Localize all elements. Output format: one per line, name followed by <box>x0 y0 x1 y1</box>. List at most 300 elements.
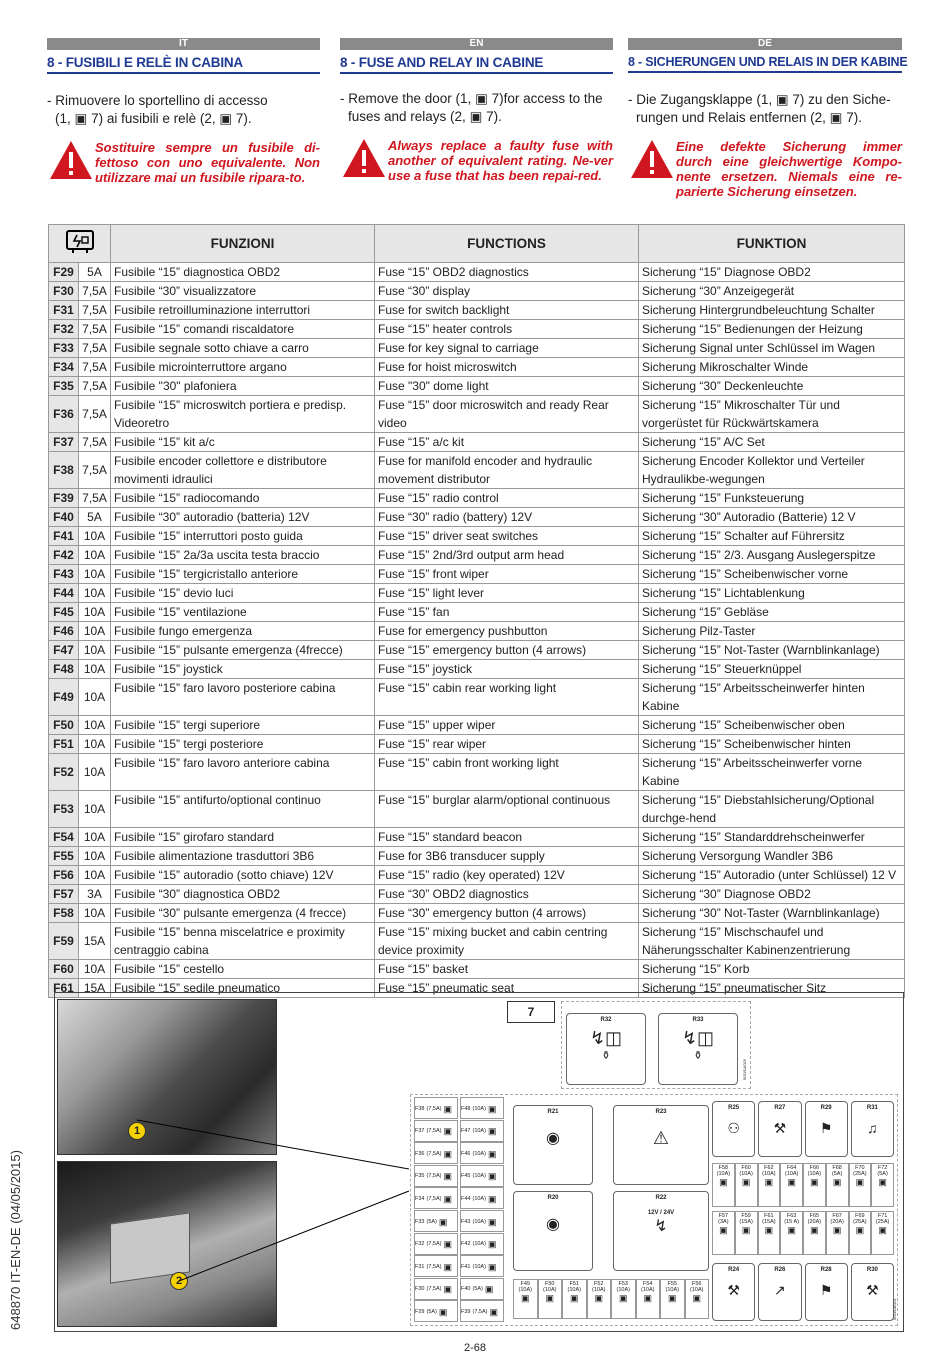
function-it: Fusibile “15” tergi superiore <box>111 716 375 735</box>
emergency-relay-icon: ◉ <box>546 1130 560 1147</box>
table-row <box>49 754 905 791</box>
function-de: Sicherung Mikroschalter Winde <box>639 358 905 377</box>
function-de: Sicherung “15” Mischschaufel und Näherungsschalter Kabinenzentrierung <box>639 923 905 960</box>
camera-icon: ▣ <box>469 109 483 124</box>
fuse-rating: 7,5A <box>79 396 111 433</box>
fuse-code: F59 <box>49 923 79 960</box>
fuse-slot: F42 (10A) ▣ <box>460 1233 504 1255</box>
callout-1: 1 <box>128 1122 146 1140</box>
relay-box: R28 ⚑ <box>805 1263 848 1321</box>
fuse-slot: F59 (15A) ▣ <box>735 1211 758 1255</box>
fuse-function-icon: ▣ <box>443 1284 452 1295</box>
fuse-function-icon: ▣ <box>787 1177 796 1187</box>
function-en: Fuse for switch backlight <box>375 301 639 320</box>
emergency-relay-icon: ◉ <box>546 1216 560 1233</box>
fuse-code: F41 <box>49 527 79 546</box>
drawing-code-bottom: 5/20/14/024 <box>892 1299 897 1321</box>
fuse-slot: F56 (10A) ▣ <box>685 1279 710 1319</box>
document-code: 648870 IT-EN-DE (04/05/2015) <box>8 1150 23 1330</box>
table-row <box>49 791 905 828</box>
function-de: Sicherung “15” Arbeitsscheinwerfer hinten Kabine <box>639 679 905 716</box>
function-en: Fuse “15” 2nd/3rd output arm head <box>375 546 639 565</box>
fuse-code: F42 <box>49 546 79 565</box>
section-title-en: 8 - FUSE AND RELAY IN CABINE <box>340 55 613 74</box>
fuse-code: F60 <box>49 960 79 979</box>
relay-function-icon: ♫ <box>867 1120 878 1136</box>
fuse-function-icon: ▣ <box>832 1225 842 1235</box>
fuse-function-icon: ▣ <box>787 1225 796 1235</box>
function-de: Sicherung “15” Lichtablenkung <box>639 584 905 603</box>
relay-box: R24 ⚒ <box>712 1263 755 1321</box>
page-number: 2-68 <box>463 1342 487 1354</box>
function-it: Fusibile “15” cestello <box>111 960 375 979</box>
hazard-icon: ⚠ <box>652 1128 670 1148</box>
fuse-rating: 5A <box>79 508 111 527</box>
table-row <box>49 565 905 584</box>
fuse-function-icon: ▣ <box>741 1177 751 1187</box>
section-title-de: 8 - SICHERUNGEN UND RELAIS IN DER KABINE <box>628 55 902 73</box>
table-row <box>49 452 905 489</box>
fuse-rating: 10A <box>79 527 111 546</box>
fuse-code: F34 <box>49 358 79 377</box>
right-top-relays <box>712 1101 894 1157</box>
function-it: Fusibile "30" plafoniera <box>111 377 375 396</box>
function-de: Sicherung “15” Funksteuerung <box>639 489 905 508</box>
fuse-code: F36 <box>49 396 79 433</box>
fuse-code: F48 <box>49 660 79 679</box>
relay-box: R30 ⚒ <box>851 1263 894 1321</box>
fuse-slot: F34 (7,5A) ▣ <box>414 1187 458 1209</box>
relay-function-icon: ⚑ <box>819 1282 833 1298</box>
function-en: Fuse for emergency pushbutton <box>375 622 639 641</box>
fuse-code: F30 <box>49 282 79 301</box>
fuse-slot: F52 (10A) ▣ <box>587 1279 612 1319</box>
function-de: Sicherung “30” Diagnose OBD2 <box>639 885 905 904</box>
fuse-slot: F47 (10A) ▣ <box>460 1120 504 1142</box>
function-en: Fuse “15” fan <box>375 603 639 622</box>
function-en: Fuse for hoist microswitch <box>375 358 639 377</box>
table-row <box>49 641 905 660</box>
table-row <box>49 433 905 452</box>
fuse-code: F54 <box>49 828 79 847</box>
function-en: Fuse "30" dome light <box>375 377 639 396</box>
fuse-function-icon: ▣ <box>487 1126 497 1137</box>
fuse-slot: F66 (10A) ▣ <box>803 1163 826 1207</box>
table-row <box>49 339 905 358</box>
fuse-rating: 15A <box>79 979 111 998</box>
fuse-rating: 10A <box>79 622 111 641</box>
table-row <box>49 282 905 301</box>
relay-r20: R20 ◉ <box>513 1191 593 1271</box>
relay-r23: R23 ⚠ <box>613 1105 709 1185</box>
fuse-code: F29 <box>49 263 79 282</box>
function-en: Fuse “15” light lever <box>375 584 639 603</box>
callout-2: 2 <box>170 1272 188 1290</box>
fuse-rating: 15A <box>79 923 111 960</box>
function-de: Sicherung “15” Mikroschalter Tür und vorgerüstet für Rückwärtskamera <box>639 396 905 433</box>
camera-icon: ▣ <box>74 111 88 126</box>
function-en: Fuse “30” OBD2 diagnostics <box>375 885 639 904</box>
figure-number: 7 <box>507 1001 555 1023</box>
function-en: Fuse “30” radio (battery) 12V <box>375 508 639 527</box>
fuse-slot: F60 (10A) ▣ <box>735 1163 758 1207</box>
instruction-de: - Die Zugangsklappe (1, ▣ 7) zu den Siche- rungen und Relais entfernen (2, ▣ 7). <box>628 92 891 125</box>
function-en: Fuse “15” driver seat switches <box>375 527 639 546</box>
fuse-function-icon: ▣ <box>618 1293 628 1303</box>
fuse-slot: F55 (10A) ▣ <box>660 1279 685 1319</box>
fuse-function-icon: ▣ <box>443 1239 452 1250</box>
drawing-code-top: 5/20/14/025 <box>742 1059 747 1081</box>
table-row <box>49 584 905 603</box>
function-en: Fuse “15” radio control <box>375 489 639 508</box>
fuse-slot: F57 (3A) ▣ <box>712 1211 735 1255</box>
fuse-code: F51 <box>49 735 79 754</box>
fuse-code: F55 <box>49 847 79 866</box>
table-row <box>49 904 905 923</box>
function-en: Fuse “15” door microswitch and ready Rear video <box>375 396 639 433</box>
table-row <box>49 263 905 282</box>
fuse-box-figure <box>54 992 904 1332</box>
fuse-slot: F36 (7,5A) ▣ <box>414 1142 458 1164</box>
fuse-function-icon: ▣ <box>878 1177 887 1187</box>
fuse-rating: 10A <box>79 791 111 828</box>
function-en: Fuse “15” pneumatic seat <box>375 979 639 998</box>
function-it: Fusibile “15” antifurto/optional continuo <box>111 791 375 828</box>
table-row <box>49 866 905 885</box>
relay-box: R29 ⚑ <box>805 1101 848 1157</box>
function-de: Sicherung “15” Gebläse <box>639 603 905 622</box>
fuse-rating: 10A <box>79 828 111 847</box>
fuse-code: F53 <box>49 791 79 828</box>
function-it: Fusibile “15” benna miscelatrice e proximity centraggio cabina <box>111 923 375 960</box>
fuse-function-icon: ▣ <box>487 1216 497 1227</box>
fuse-slot: F49 (10A) ▣ <box>513 1279 538 1319</box>
fuse-code: F58 <box>49 904 79 923</box>
fuse-code: F44 <box>49 584 79 603</box>
fuse-code: F56 <box>49 866 79 885</box>
fuse-slot: F43 (10A) ▣ <box>460 1210 504 1232</box>
function-en: Fuse “15” radio (key operated) 12V <box>375 866 639 885</box>
function-it: Fusibile “15” faro lavoro posteriore cabina <box>111 679 375 716</box>
fuse-rating: 10A <box>79 603 111 622</box>
fuse-rating: 10A <box>79 584 111 603</box>
function-it: Fusibile “30” autoradio (batteria) 12V <box>111 508 375 527</box>
function-it: Fusibile “15” tergicristallo anteriore <box>111 565 375 584</box>
fuse-function-icon: ▣ <box>594 1293 603 1303</box>
table-row <box>49 960 905 979</box>
table-row <box>49 923 905 960</box>
function-de: Sicherung “15” Diebstahlsicherung/Optional durchge-hend <box>639 791 905 828</box>
fuse-code: F33 <box>49 339 79 358</box>
column-en <box>340 38 613 183</box>
fuse-code: F52 <box>49 754 79 791</box>
function-en: Fuse “15” mixing bucket and cabin centring device proximity <box>375 923 639 960</box>
fuse-rating: 10A <box>79 679 111 716</box>
fuse-rating: 5A <box>79 263 111 282</box>
function-en: Fuse “30” display <box>375 282 639 301</box>
fuse-slot: F29 (5A) ▣ <box>414 1300 458 1322</box>
function-it: Fusibile alimentazione trasduttori 3B6 <box>111 847 375 866</box>
function-de: Sicherung “30” Autoradio (Batterie) 12 V <box>639 508 905 527</box>
fuse-rating: 10A <box>79 546 111 565</box>
fuse-function-icon: ▣ <box>487 1261 497 1272</box>
fuse-slot: F71 (25A) ▣ <box>871 1211 894 1255</box>
fuse-rating: 7,5A <box>79 301 111 320</box>
fuse-rating: 7,5A <box>79 433 111 452</box>
function-en: Fuse “15” front wiper <box>375 565 639 584</box>
function-it: Fusibile “15” microswitch portiera e predisp. Videoretro <box>111 396 375 433</box>
table-row <box>49 489 905 508</box>
fuse-code: F61 <box>49 979 79 998</box>
camera-icon: ▣ <box>219 111 233 126</box>
fuse-slot: F46 (10A) ▣ <box>460 1142 504 1164</box>
function-en: Fuse “15” burglar alarm/optional continuous <box>375 791 639 828</box>
warning-icon <box>340 138 388 178</box>
warning-de: Eine defekte Sicherung immer durch eine gleichwertige Kompo-nente ersetzen. Niemals eine re-parierte Sicherung einsetzen. <box>628 139 902 199</box>
bottom-fuse-row <box>513 1279 709 1319</box>
fuse-function-icon: ▣ <box>810 1177 819 1187</box>
warning-en: Always replace a faulty fuse with another of equivalent rating. Ne-ver use a fuse that has been repai-red. <box>340 138 613 183</box>
function-de: Sicherung “15” 2/3. Ausgang Auslegerspitze <box>639 546 905 565</box>
fuse-slot: F50 (10A) ▣ <box>538 1279 563 1319</box>
fuse-function-icon: ▣ <box>569 1293 579 1303</box>
function-de: Sicherung “15” pneumatischer Sitz <box>639 979 905 998</box>
function-de: Sicherung Versorgung Wandler 3B6 <box>639 847 905 866</box>
fuse-slot: F37 (7,5A) ▣ <box>414 1120 458 1142</box>
fuse-function-icon: ▣ <box>443 1193 452 1204</box>
function-de: Sicherung “15” Korb <box>639 960 905 979</box>
right-bottom-relays <box>712 1263 894 1321</box>
function-it: Fusibile “15” pulsante emergenza (4frecce) <box>111 641 375 660</box>
fuse-rating: 10A <box>79 960 111 979</box>
relay-box: R26 ↗ <box>758 1263 801 1321</box>
person-icon: ⚱ <box>693 1050 703 1062</box>
header-functions: FUNCTIONS <box>375 225 639 263</box>
instruction-en: - Remove the door (1, ▣ 7)for access to the fuses and relays (2, ▣ 7). <box>340 91 603 124</box>
relay-r22: R22 12V / 24V ↯ <box>613 1191 709 1271</box>
fuse-rating: 10A <box>79 641 111 660</box>
fuse-code: F35 <box>49 377 79 396</box>
table-row <box>49 546 905 565</box>
relay-function-icon: ↗ <box>774 1282 786 1298</box>
warning-icon <box>628 139 676 179</box>
fuse-function-icon: ▣ <box>438 1306 448 1317</box>
fuse-box-icon <box>65 228 95 254</box>
table-row <box>49 622 905 641</box>
fuse-function-icon: ▣ <box>484 1284 494 1295</box>
fuse-function-icon: ▣ <box>443 1148 452 1159</box>
lift-relay-icon: ↯◫ <box>589 1028 623 1048</box>
fuse-function-icon: ▣ <box>741 1225 751 1235</box>
fuse-code: F32 <box>49 320 79 339</box>
fuse-slot: F44 (10A) ▣ <box>460 1187 504 1209</box>
fuse-code: F37 <box>49 433 79 452</box>
function-it: Fusibile “15” 2a/3a uscita testa braccio <box>111 546 375 565</box>
fuse-rating: 7,5A <box>79 452 111 489</box>
instruction-it: - Rimuovere lo sportellino di accesso (1, ▣ 7) ai fusibili e relè (2, ▣ 7). <box>47 93 268 126</box>
fuse-slot: F45 (10A) ▣ <box>460 1165 504 1187</box>
warning-icon <box>47 140 95 180</box>
function-en: Fuse “15” cabin front working light <box>375 754 639 791</box>
fuse-function-icon: ▣ <box>719 1177 728 1187</box>
fuse-function-icon: ▣ <box>878 1225 887 1235</box>
fuse-function-icon: ▣ <box>692 1293 701 1303</box>
camera-icon: ▣ <box>829 110 843 125</box>
function-it: Fusibile retroilluminazione interruttori <box>111 301 375 320</box>
fuse-relay-diagram <box>406 999 900 1327</box>
fuse-code: F57 <box>49 885 79 904</box>
fuse-slot: F35 (7,5A) ▣ <box>414 1165 458 1187</box>
column-de <box>628 38 908 199</box>
function-it: Fusibile “15” radiocomando <box>111 489 375 508</box>
function-de: Sicherung Encoder Kollektor und Verteiler Hydraulikbe-wegungen <box>639 452 905 489</box>
fuse-slot: F48 (10A) ▣ <box>460 1097 504 1119</box>
right-fuse-row-top <box>712 1163 894 1207</box>
fuse-rating: 10A <box>79 754 111 791</box>
fuse-slot: F38 (7,5A) ▣ <box>414 1097 458 1119</box>
table-row <box>49 735 905 754</box>
table-row <box>49 320 905 339</box>
power-relay-icon: ↯ <box>654 1218 668 1235</box>
table-row <box>49 301 905 320</box>
function-it: Fusibile “15” girofaro standard <box>111 828 375 847</box>
fuse-slot: F65 (20A) ▣ <box>803 1211 826 1255</box>
fuse-rating: 10A <box>79 716 111 735</box>
fuse-slot: F54 (10A) ▣ <box>636 1279 661 1319</box>
table-row <box>49 377 905 396</box>
fuse-code: F49 <box>49 679 79 716</box>
relay-r21: R21 ◉ <box>513 1105 593 1185</box>
function-it: Fusibile “15” autoradio (sotto chiave) 12V <box>111 866 375 885</box>
fuse-function-icon: ▣ <box>545 1293 554 1303</box>
function-it: Fusibile “15” diagnostica OBD2 <box>111 263 375 282</box>
function-it: Fusibile “15” comandi riscaldatore <box>111 320 375 339</box>
fuse-rating: 7,5A <box>79 320 111 339</box>
function-de: Sicherung Pilz-Taster <box>639 622 905 641</box>
function-de: Sicherung “30” Anzeigegerät <box>639 282 905 301</box>
relay-function-icon: ⚒ <box>866 1282 879 1298</box>
fuse-slot: F69 (25A) ▣ <box>849 1211 872 1255</box>
fuse-rating: 7,5A <box>79 377 111 396</box>
function-en: Fuse “15” upper wiper <box>375 716 639 735</box>
function-de: Sicherung “30” Deckenleuchte <box>639 377 905 396</box>
fuse-slot: F62 (10A) ▣ <box>758 1163 781 1207</box>
function-de: Sicherung Hintergrundbeleuchtung Schalter <box>639 301 905 320</box>
fuse-table <box>48 224 905 998</box>
function-de: Sicherung “15” Scheibenwischer vorne <box>639 565 905 584</box>
fuse-code: F47 <box>49 641 79 660</box>
function-en: Fuse “30” emergency button (4 arrows) <box>375 904 639 923</box>
table-row <box>49 508 905 527</box>
fuse-function-icon: ▣ <box>855 1225 865 1235</box>
function-it: Fusibile “15” interruttori posto guida <box>111 527 375 546</box>
fuse-function-icon: ▣ <box>438 1216 448 1227</box>
function-de: Sicherung “15” Scheibenwischer hinten <box>639 735 905 754</box>
function-it: Fusibile microinterruttore argano <box>111 358 375 377</box>
relay-function-icon: ⚒ <box>727 1282 740 1298</box>
fuse-function-icon: ▣ <box>443 1261 452 1272</box>
fuse-slot: F64 (10A) ▣ <box>780 1163 803 1207</box>
fuse-function-icon: ▣ <box>643 1293 652 1303</box>
fuse-code: F45 <box>49 603 79 622</box>
fuse-function-icon: ▣ <box>832 1177 842 1187</box>
fuse-function-icon: ▣ <box>489 1306 498 1317</box>
function-de: Sicherung “15” Bedienungen der Heizung <box>639 320 905 339</box>
function-it: Fusibile “15” joystick <box>111 660 375 679</box>
function-it: Fusibile “15” sedile pneumatico <box>111 979 375 998</box>
lang-bar-en: EN <box>340 38 613 50</box>
function-en: Fuse “15” OBD2 diagnostics <box>375 263 639 282</box>
function-de: Sicherung “15” Autoradio (unter Schlüssel) 12 V <box>639 866 905 885</box>
fuse-slot: F53 (10A) ▣ <box>611 1279 636 1319</box>
fuse-rating: 7,5A <box>79 358 111 377</box>
fuse-code: F40 <box>49 508 79 527</box>
fuse-slot: F33 (5A) ▣ <box>414 1210 458 1232</box>
table-row <box>49 603 905 622</box>
table-row <box>49 396 905 433</box>
right-fuse-row-bottom <box>712 1211 894 1255</box>
function-en: Fuse “15” standard beacon <box>375 828 639 847</box>
function-en: Fuse for 3B6 transducer supply <box>375 847 639 866</box>
warning-it: Sostituire sempre un fusibile di-fettoso con uno equivalente. Non utilizzare mai un fusibile ripara-to. <box>47 140 320 185</box>
relay-function-icon: ⚑ <box>819 1120 833 1136</box>
fuse-function-icon: ▣ <box>520 1293 530 1303</box>
fuse-slot: F61 (15A) ▣ <box>758 1211 781 1255</box>
function-it: Fusibile encoder collettore e distributore movimenti idraulici <box>111 452 375 489</box>
function-en: Fuse “15” joystick <box>375 660 639 679</box>
function-en: Fuse “15” heater controls <box>375 320 639 339</box>
function-de: Sicherung “15” Arbeitsscheinwerfer vorne Kabine <box>639 754 905 791</box>
fuse-code: F31 <box>49 301 79 320</box>
function-de: Sicherung Signal unter Schlüssel im Wagen <box>639 339 905 358</box>
function-it: Fusibile “15” ventilazione <box>111 603 375 622</box>
table-row <box>49 828 905 847</box>
table-header-row <box>49 225 905 263</box>
person-icon: ⚱ <box>601 1050 611 1062</box>
fuse-function-icon: ▣ <box>487 1193 497 1204</box>
function-it: Fusibile fungo emergenza <box>111 622 375 641</box>
fuse-code: F38 <box>49 452 79 489</box>
fuse-function-icon: ▣ <box>487 1171 497 1182</box>
fuse-slot: F72 (5A) ▣ <box>871 1163 894 1207</box>
fuse-rating: 10A <box>79 565 111 584</box>
table-row <box>49 679 905 716</box>
fuse-slot: F39 (7,5A) ▣ <box>460 1300 504 1322</box>
function-en: Fuse “15” a/c kit <box>375 433 639 452</box>
function-en: Fuse “15” basket <box>375 960 639 979</box>
fuse-function-icon: ▣ <box>487 1239 497 1250</box>
fuse-function-icon: ▣ <box>487 1148 497 1159</box>
function-de: Sicherung “15” Steuerknüppel <box>639 660 905 679</box>
fuse-rating: 10A <box>79 847 111 866</box>
fuse-rating: 10A <box>79 866 111 885</box>
function-it: Fusibile “30” diagnostica OBD2 <box>111 885 375 904</box>
function-de: Sicherung “15” A/C Set <box>639 433 905 452</box>
fuse-rating: 10A <box>79 735 111 754</box>
fuse-rating: 3A <box>79 885 111 904</box>
fuse-function-icon: ▣ <box>667 1293 677 1303</box>
table-row <box>49 660 905 679</box>
camera-icon: ▣ <box>775 92 789 107</box>
relay-function-icon: ⚒ <box>773 1120 787 1136</box>
function-de: Sicherung “30” Not-Taster (Warnblinkanlage) <box>639 904 905 923</box>
fuse-slot: F63 (15 A) ▣ <box>780 1211 803 1255</box>
function-de: Sicherung “15” Schalter auf Führersitz <box>639 527 905 546</box>
fuse-code: F39 <box>49 489 79 508</box>
table-row <box>49 716 905 735</box>
function-it: Fusibile “15” tergi posteriore <box>111 735 375 754</box>
fuse-slot: F31 (7,5A) ▣ <box>414 1255 458 1277</box>
